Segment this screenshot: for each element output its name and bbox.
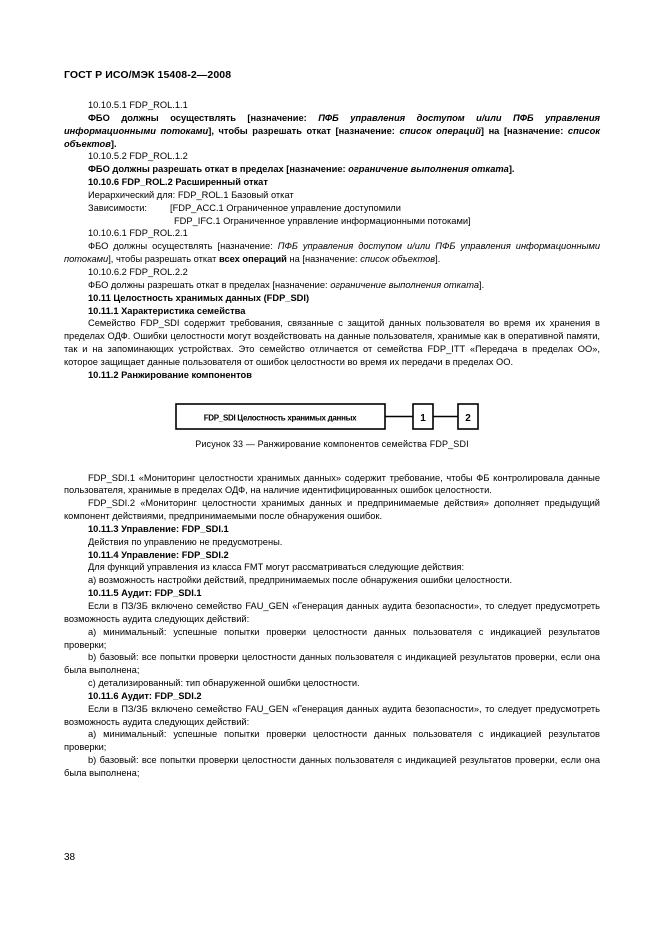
figure-caption: Рисунок 33 — Ранжирование компонентов семейства FDP_SDI [195, 438, 469, 449]
section-heading: 10.11.1 Характеристика семейства [88, 305, 246, 316]
paragraph: Для функций управления из класса FMT могут рассматриваться следующие действия: [88, 562, 465, 573]
requirement-text: ФБО должны разрешать откат в пределах [назначение: ограничение выполнения отката]. [88, 164, 515, 175]
list-item: b) базовый: все попытки проверки целостности данных пользователя с индикацией результатов проверки, если она была выполнена; [64, 652, 600, 676]
section-heading: 10.11.4 Управление: FDP_SDI.2 [88, 549, 229, 560]
document-header: ГОСТ Р ИСО/МЭК 15408-2—2008 [64, 69, 232, 81]
paragraph: Действия по управлению не предусмотрены. [88, 536, 283, 547]
page-body [64, 99, 600, 780]
requirement-text: ФБО должны осуществлять [назначение: ПФБ управления доступом и/или ПФБ управления информационными потоками], чтобы разрешать откат [назначение: список операций] на [назначение: список объектов]. [64, 112, 600, 149]
hierarchy-text: Иерархический для: FDP_ROL.1 Базовый откат [88, 189, 294, 200]
list-item: а) возможность настройки действий, предпринимаемых после обнаружения ошибки целостности. [88, 575, 513, 586]
paragraph: FDP_SDI.1 «Мониторинг целостности хранимых данных» содержит требование, чтобы ФБ контролировала данные пользователя, хранимые в пределах ОДФ, на наличие идентифицированных ошибок целостности. [64, 472, 600, 496]
section-heading: 10.11.2 Ранжирование компонентов [88, 369, 252, 380]
component-box-2-label: 2 [465, 412, 471, 424]
clause-number: 10.10.6.2 FDP_ROL.2.2 [88, 266, 188, 277]
section-heading: 10.10.6 FDP_ROL.2 Расширенный откат [88, 177, 268, 188]
component-ranking-figure [64, 382, 600, 472]
requirement-text: ФБО должны осуществлять [назначение: ПФБ управления доступом и/или ПФБ управления информационными потоками], чтобы разрешать откат всех операций на [назначение: список объектов]. [64, 241, 600, 265]
clause-number: 10.10.6.1 FDP_ROL.2.1 [88, 228, 188, 239]
dependencies [64, 202, 600, 228]
component-box-1-label: 1 [420, 412, 426, 424]
section-heading: 10.11.3 Управление: FDP_SDI.1 [88, 523, 229, 534]
paragraph: FDP_SDI.2 «Мониторинг целостности хранимых данных и предпринимаемые действия» дополняет предыдущий компонент действиями, предпринимаемыми после обнаружения ошибок. [64, 498, 600, 522]
dependency-item: FDP_IFC.1 Ограниченное управление информационными потоками] [174, 215, 471, 226]
section-heading: 10.11.5 Аудит: FDP_SDI.1 [88, 588, 202, 599]
list-item: а) минимальный: успешные попытки проверки целостности данных пользователя с индикацией результатов проверки; [64, 729, 600, 753]
figure-diagram [64, 382, 600, 438]
section-heading: 10.11 Целостность хранимых данных (FDP_SDI) [88, 292, 310, 303]
list-item: а) минимальный: успешные попытки проверки целостности данных пользователя с индикацией результатов проверки; [64, 626, 600, 650]
family-box-label: FDP_SDI Целостность хранимых данных [203, 413, 357, 423]
clause-number: 10.10.5.1 FDP_ROL.1.1 [88, 100, 188, 110]
page-number: 38 [64, 852, 76, 863]
paragraph: Семейство FDP_SDI содержит требования, связанные с защитой данных пользователя во время их хранения в пределах ОДФ. Ошибки целостности могут воздействовать на данные пользователя, хранимые как в оперативной памяти, так и на запоминающих устройствах. Это семейство отличается от семейства FDP_ITT «Передача в пределах ОО», которое защищает данные пользователя от ошибок целостности во время их передачи в пределах ОО. [64, 318, 600, 367]
requirement-text: ФБО должны разрешать откат в пределах [назначение: ограничение выполнения отката]. [88, 279, 485, 290]
dependency-item: [FDP_ACC.1 Ограниченное управление доступомили [170, 202, 401, 213]
list-item: b) базовый: все попытки проверки целостности данных пользователя с индикацией результатов проверки, если она была выполнена; [64, 755, 600, 778]
paragraph: Если в ПЗ/ЗБ включено семейство FAU_GEN «Генерация данных аудита безопасности», то следует предусмотреть возможность аудита следующих действий: [64, 703, 600, 727]
list-item: c) детализированный: тип обнаруженной ошибки целостности. [88, 678, 360, 689]
clause-number: 10.10.5.2 FDP_ROL.1.2 [88, 151, 188, 162]
paragraph: Если в ПЗ/ЗБ включено семейство FAU_GEN «Генерация данных аудита безопасности», то следует предусмотреть возможность аудита следующих действий: [64, 601, 600, 624]
dependencies-label: Зависимости: [88, 202, 148, 213]
section-heading: 10.11.6 Аудит: FDP_SDI.2 [88, 690, 202, 701]
